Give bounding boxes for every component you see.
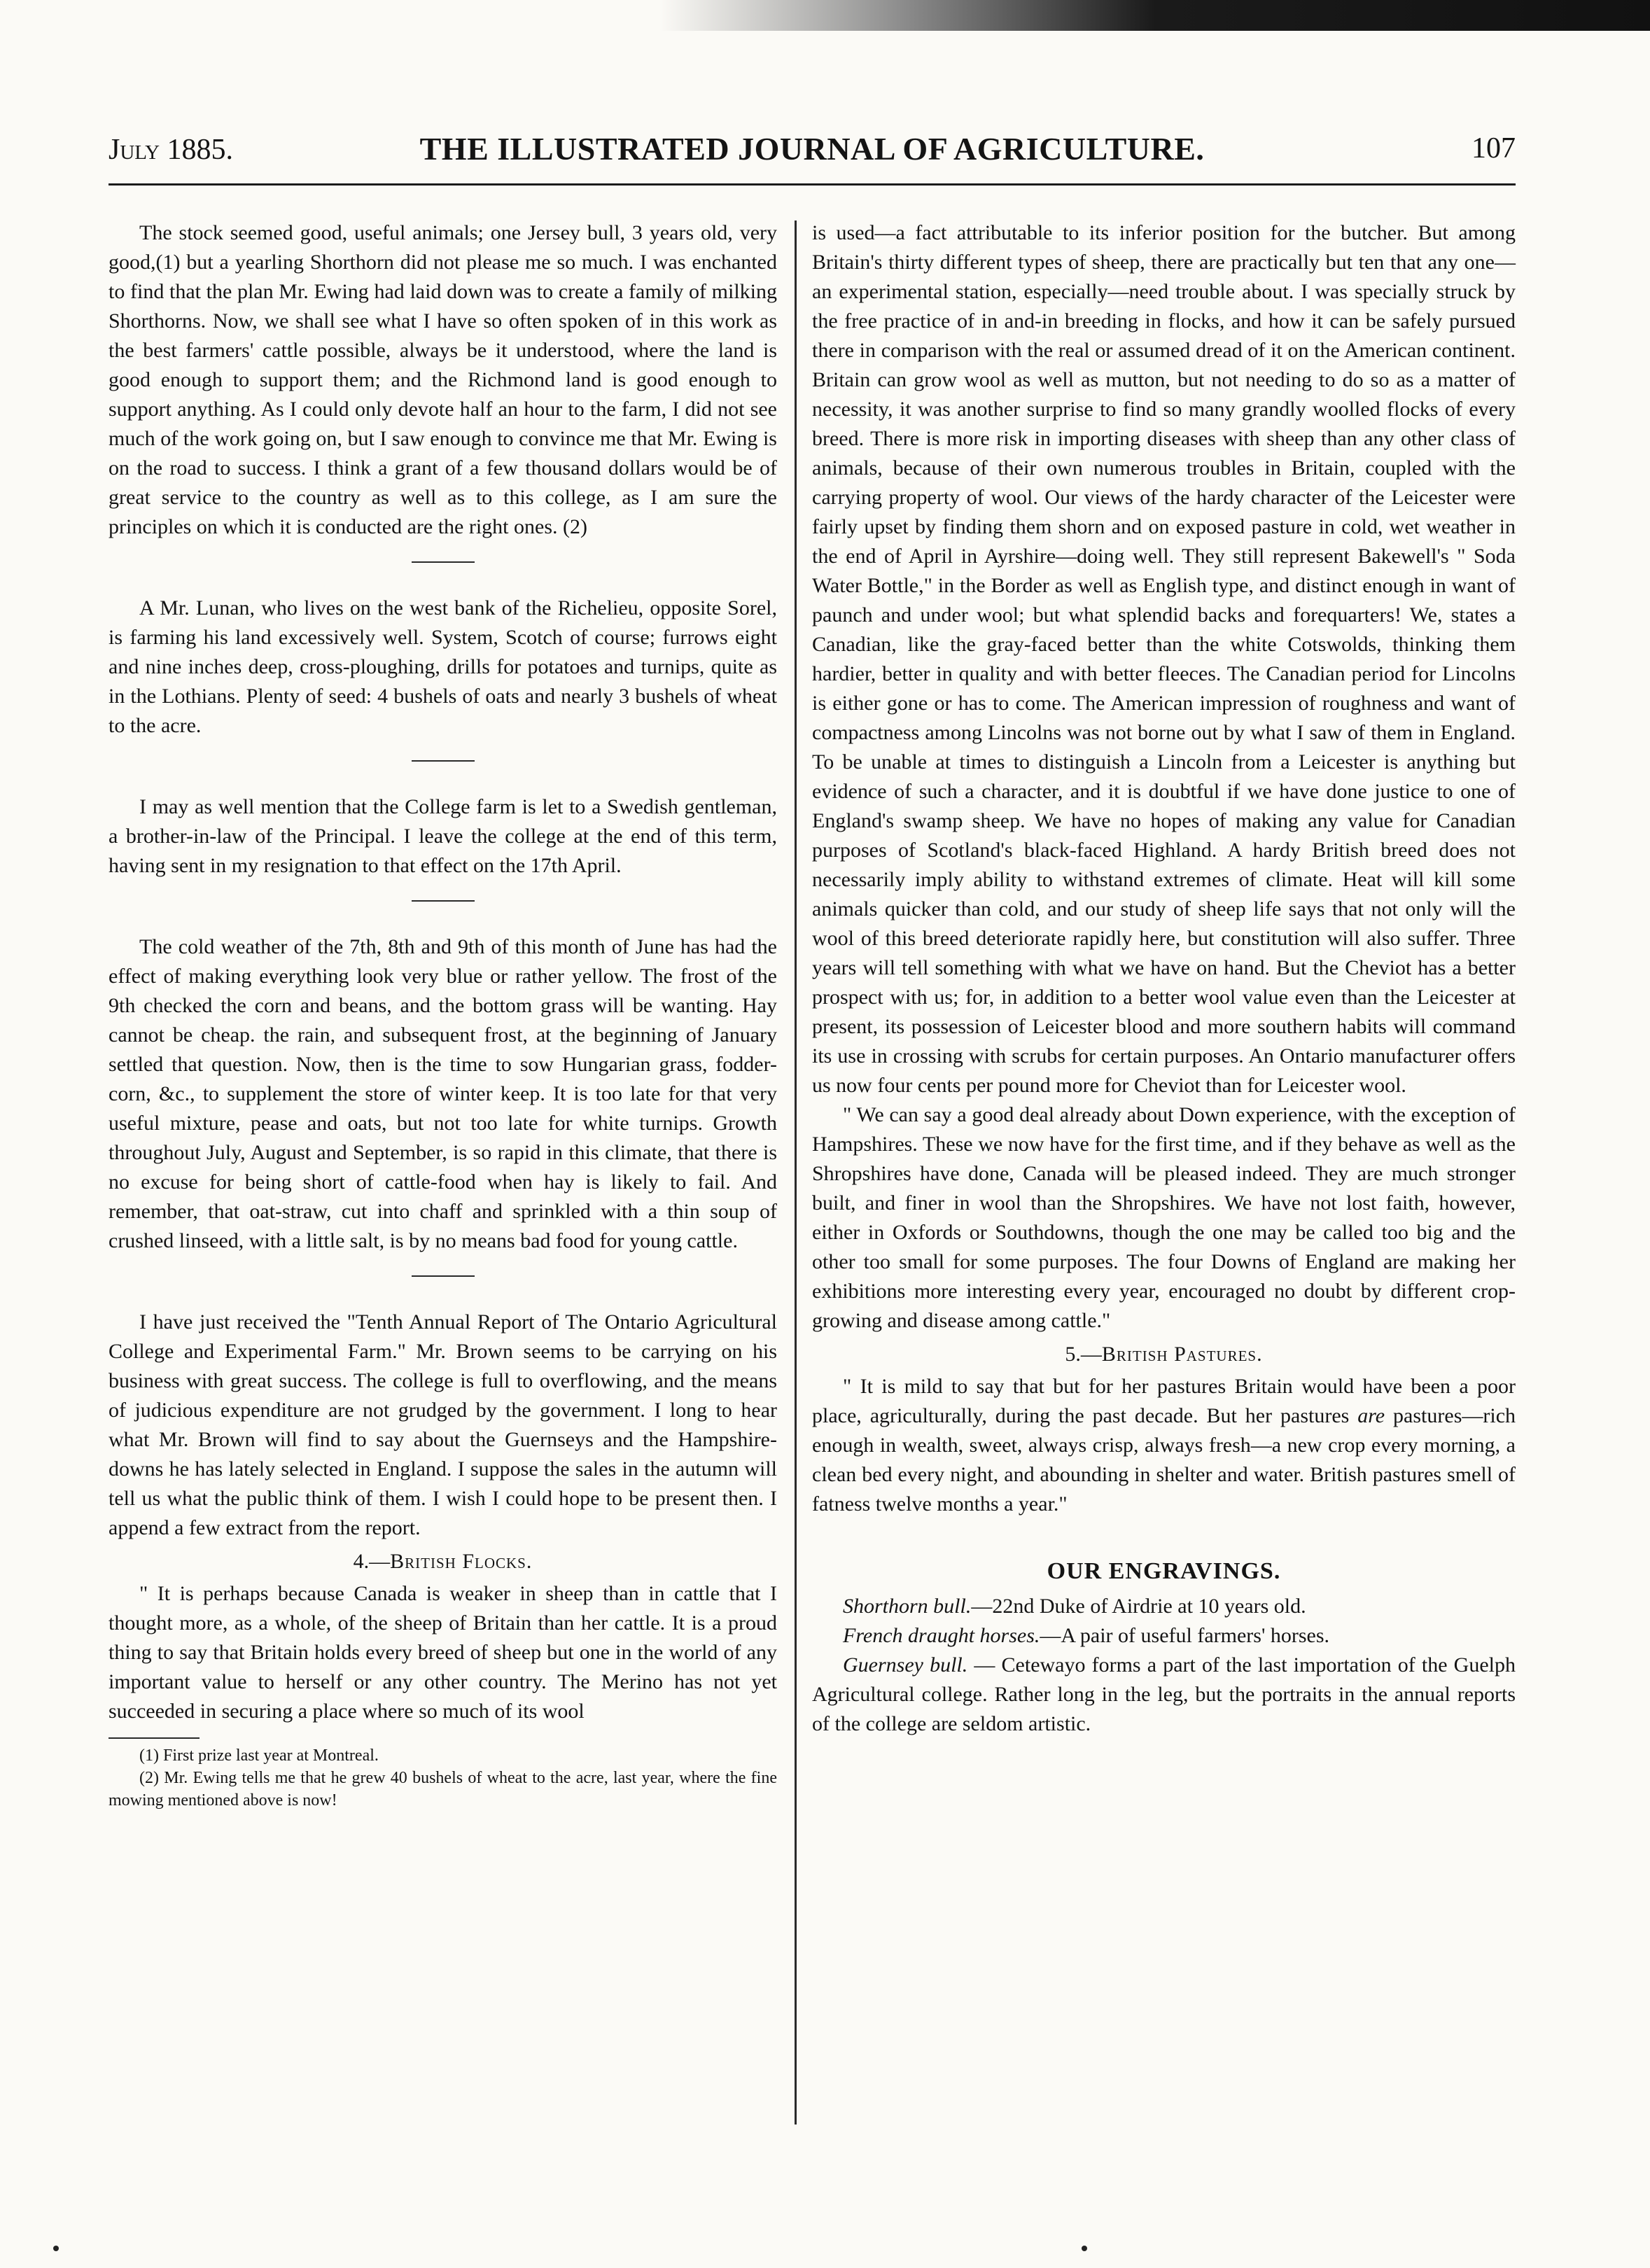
pastures-text-a: " It is mild to say that but for her pastures Britain would have been a poor place, agriculturally, during the past decade. But her pastures — [812, 1375, 1516, 1427]
section-separator — [412, 900, 475, 902]
header-rule — [109, 183, 1516, 186]
engraving-label: Shorthorn bull. — [843, 1595, 972, 1618]
engraving-french-horses — [812, 1621, 1516, 1651]
paragraph-wool-continued: is used—a fact attributable to its inferior position for the butcher. But among Britain's thirty different types of sheep, there are practically but ten that any one—an experimental station, especially—need trouble about. I was specially struck by the free practice of in and-in breeding in flocks, and how it can be safely pursued there in comparison with the real or assumed dread of it on the American continent. Britain can grow wool as well as mutton, but not needing to do so as a matter of necessity, it was another surprise to find so many grandly woolled flocks of every breed. There is more risk in importing diseases with sheep than any other class of animals, because of their own numerous troubles in Britain, coupled with the carrying property of wool. Our views of the hardy character of the Leicester were fairly upset by finding them shorn and on exposed pasture in cold, wet weather in the end of April in Ayrshire—doing well. They still represent Bakewell's " Soda Water Bottle," in the Border as well as English type, and distinct enough in want of paunch and under wool; but what splendid backs and forequarters! We, states a Canadian, like the gray-faced better than the white Cotswolds, thinking them hardier, better in quality and with better fleeces. The Canadian period for Lincolns is either gone or has to come. The American impression of roughness and want of compactness among Lincolns was not borne out by what I saw of them in England. To be unable at times to distinguish a Lincoln from a Leicester is anything but evidence of such a character, and it is doubtful if we have done justice to one of England's swamp sheep. We have no hopes of making any value for Canadian purposes of Scotland's black-faced Highland. A hardy British breed does not necessarily imply ability to withstand extremes of climate. Heat will kill some animals quicker than cold, and our study of sheep life says that not only will the wool of this breed deteriorate rapidly here, but constitution will also suffer. Three years will tell something with what we have on hand. But the Cheviot has a better prospect with us; for, in addition to a better wool value even than the Leicester at present, its possession of Leicester blood and more southern habits will command its use in crossing with scrubs for certain purposes. An Ontario manufacturer offers us now four cents per pound more for Cheviot than for Leicester wool. — [812, 221, 1516, 1097]
paragraph-college-farm: I may as well mention that the College farm is let to a Swedish gentleman, a brother-in-law of the Principal. I leave the college at the end of this term, having sent in my resignation to that effect on the 17th April. — [109, 795, 777, 877]
subhead-number: 5.— — [1065, 1343, 1102, 1366]
left-column — [109, 218, 777, 1812]
pastures-emphasis: are — [1357, 1404, 1385, 1427]
engravings-heading: OUR ENGRAVINGS. — [1047, 1558, 1281, 1584]
paragraph-lunan: A Mr. Lunan, who lives on the west bank of the Richelieu, opposite Sorel, is farming his land excessively well. System, Scotch of course; furrows eight and nine inches deep, cross-ploughing, drills for potatoes and turnips, quite as in the Lothians. Plenty of seed: 4 bushels of oats and nearly 3 bushels of wheat to the acre. — [109, 596, 777, 737]
section-separator — [412, 1275, 475, 1277]
paragraph-british-flocks: " It is perhaps because Canada is weaker in sheep than in cattle that I thought more, as a whole, of the sheep of Britain than her cattle. It is a proud thing to say that Britain holds every breed of sheep but one in the world of any important value to herself or any other country. The Merino has not yet succeeded in securing a place where so much of its wool — [109, 1582, 777, 1723]
engraving-guernsey — [812, 1651, 1516, 1739]
scan-speck — [53, 2246, 59, 2251]
paragraph-pastures — [812, 1372, 1516, 1519]
scan-speck — [1082, 2246, 1087, 2251]
section-separator — [412, 561, 475, 563]
paragraph-annual-report: I have just received the "Tenth Annual Report of The Ontario Agricultural College and Experimental Farm." Mr. Brown seems to be carrying on his business with great success. The college is full to overflowing, and the means of judicious expenditure are not grudged by the government. I long to hear what Mr. Brown will find to say about the Guernseys and the Hampshire-downs he has lately selected in England. I suppose the sales in the autumn will tell us what the public think of them. I wish I could hope to be present then. I append a few extract from the report. — [109, 1310, 777, 1539]
subhead-number: 4.— — [353, 1550, 391, 1573]
paragraph-down-experience: " We can say a good deal already about Down experience, with the exception of Hampshires. These we now have for the first time, and if they behave as well as the Shropshires have done, Canada will be pleased indeed. They are much stronger built, and finer in wool than the Shropshires. We have not lost faith, however, either in Oxfords or Southdowns, though the one may be called too big and the other too small for some purposes. The four Downs of England are making her exhibitions more interesting every year, encouraged no doubt by different crop-growing and disease among cattle." — [812, 1103, 1516, 1332]
issue-month: July — [109, 134, 160, 166]
footnote-2: (2) Mr. Ewing tells me that he grew 40 bushels of wheat to the acre, last year, where the fine mowing mentioned above is now! — [109, 1769, 777, 1809]
section-separator — [412, 760, 475, 762]
engraving-label: French draught horses. — [843, 1624, 1040, 1647]
column-divider — [795, 220, 797, 2124]
footnote-1: (1) First prize last year at Montreal. — [139, 1746, 379, 1765]
page-number: 107 — [1471, 132, 1516, 164]
pastures-text-b: pastures—rich enough in wealth, sweet, always crisp, always fresh—a new crop every morning, a clean bed every night, and abounding in shelter and water. British pastures smell of fatness twelve months a year." — [812, 1404, 1516, 1516]
engraving-caption: —A pair of useful farmers' horses. — [1040, 1624, 1330, 1647]
right-column — [812, 218, 1516, 1739]
subhead-text: British Pastures. — [1101, 1343, 1263, 1366]
engraving-caption: — Cetewayo forms a part of the last importation of the Guelph Agricultural college. Rather long in the leg, but the portraits in the annual reports of the college are seldom artistic. — [812, 1653, 1516, 1735]
engraving-caption: —22nd Duke of Airdrie at 10 years old. — [971, 1595, 1306, 1618]
subhead-text: British Flocks. — [390, 1550, 533, 1573]
journal-title: THE ILLUSTRATED JOURNAL OF AGRICULTURE. — [419, 131, 1205, 167]
page-header — [109, 125, 1516, 174]
engraving-label: Guernsey bull. — [843, 1653, 968, 1676]
issue-year: 1885. — [167, 134, 234, 166]
subhead-british-pastures — [812, 1340, 1516, 1369]
footnote-rule — [109, 1737, 200, 1739]
paragraph-cold-weather: The cold weather of the 7th, 8th and 9th of this month of June has had the effect of making everything look very blue or rather yellow. The frost of the 9th checked the corn and beans, and the bottom grass will be wanting. Hay cannot be cheap. the rain, and subsequent frost, at the beginning of January settled that question. Now, then is the time to sow Hungarian grass, fodder-corn, &c., to supplement the store of winter keep. It is too late for that very useful mixture, pease and oats, but not too late for white turnips. Growth throughout July, August and September, is so rapid in this climate, that there is no excuse for being short of cattle-food when hay is likely to fail. And remember, that oat-straw, cut into chaff and sprinkled with a thin soup of crushed linseed, with a little salt, is by no means bad food for young cattle. — [109, 935, 777, 1252]
subhead-british-flocks — [109, 1547, 777, 1576]
engraving-shorthorn — [812, 1592, 1516, 1621]
scan-top-edge — [0, 0, 1650, 31]
paragraph-stock: The stock seemed good, useful animals; one Jersey bull, 3 years old, very good,(1) but a yearling Shorthorn did not please me so much. I was enchanted to find that the plan Mr. Ewing had laid down was to create a family of milking Shorthorns. Now, we shall see what I have so often spoken of in this work as the best farmers' cattle possible, always be it understood, where the land is good enough to support them; and the Richmond land is good enough to support anything. As I could only devote half an hour to the farm, I did not see much of the work going on, but I saw enough to convince me that Mr. Ewing is on the road to success. I think a grant of a few thousand dollars would be of great service to the country as well as to this college, as I am sure the principles on which it is conducted are the right ones. (2) — [109, 221, 777, 538]
